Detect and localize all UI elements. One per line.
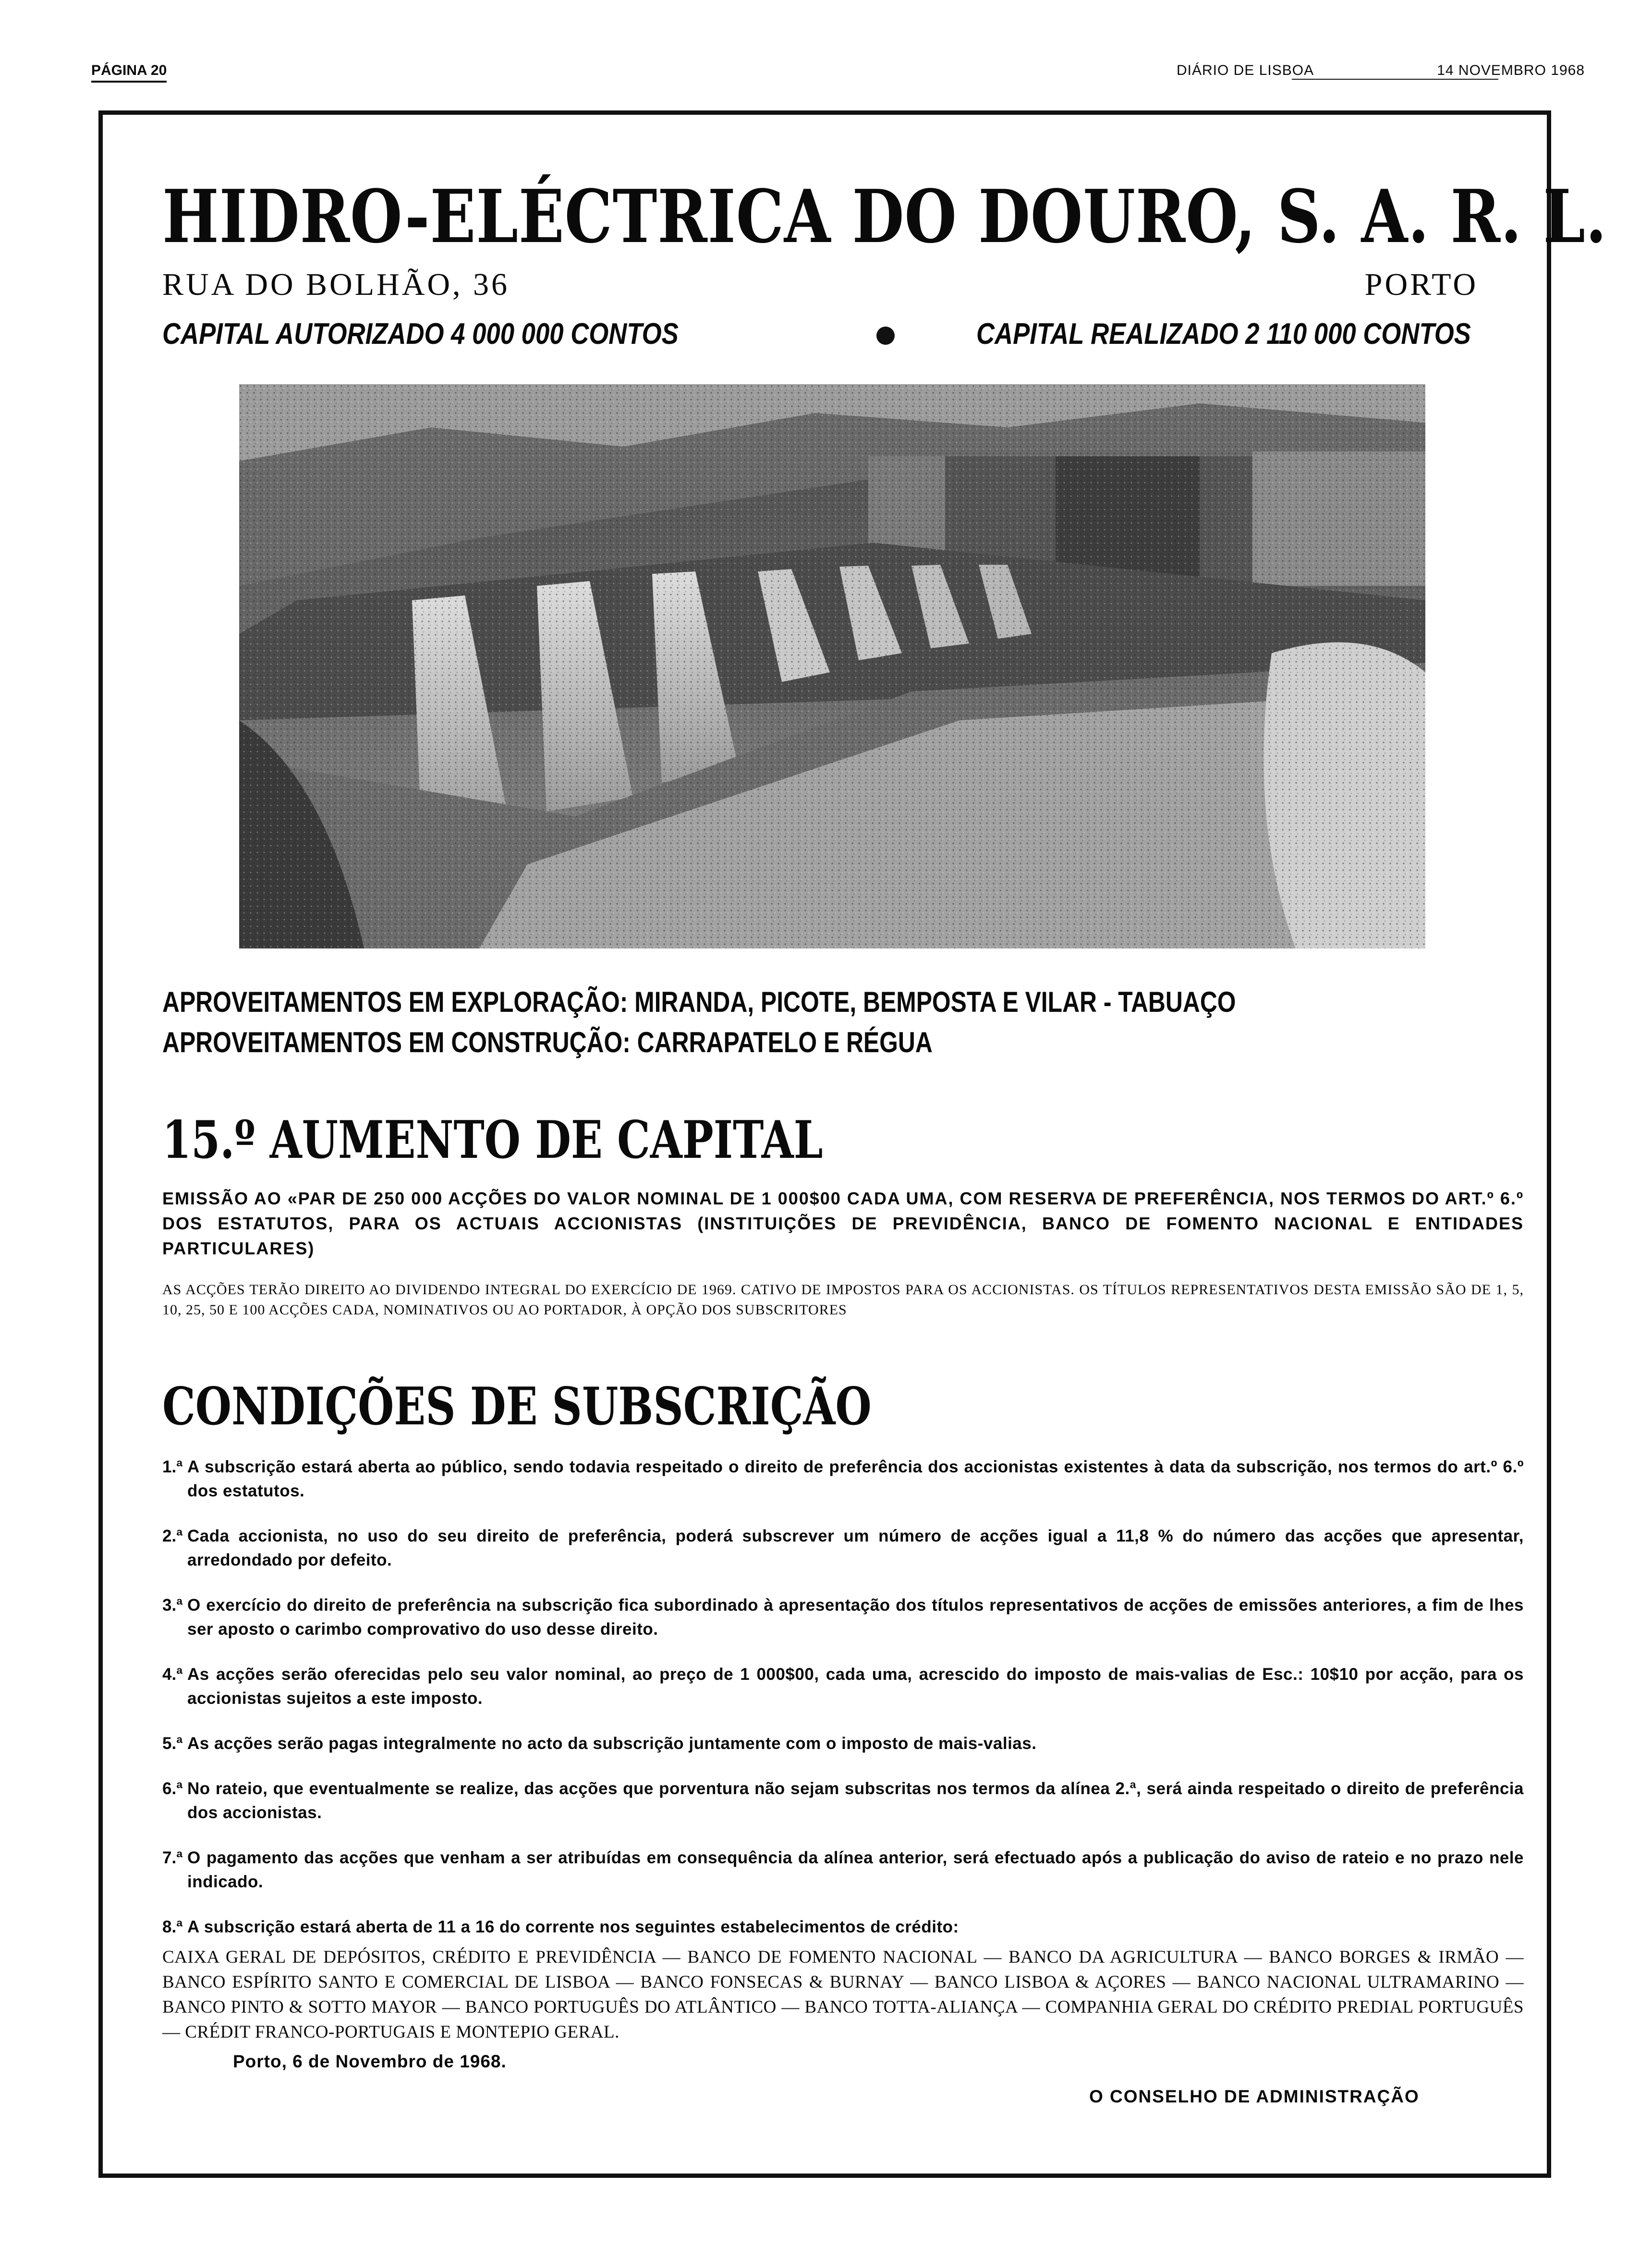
conditions-heading: CONDIÇÕES DE SUBSCRIÇÃO [162, 1376, 872, 1437]
city: PORTO [1364, 267, 1478, 302]
condition-text: O exercício do direito de preferência na subscrição fica subordinado à apresentação dos títulos representativos de acções de emissões anteriores, a fim de lhes ser aposto o carimbo comprovativo do uso desse direito. [187, 1596, 1524, 1639]
condition-text: Cada accionista, no uso do seu direito de preferência, poderá subscrever um número de acções igual a 11,8 % do número das acções que apresentar, arredondado por defeito. [187, 1527, 1524, 1569]
condition-number: 4.ª [162, 1665, 183, 1684]
projects-construction: APROVEITAMENTOS EM CONSTRUÇÃO: CARRAPATELO E RÉGUA [162, 1026, 933, 1058]
issue-date: 14 NOVEMBRO 1968 [1437, 62, 1585, 78]
list-item [162, 1524, 1524, 1572]
condition-number: 1.ª [162, 1457, 183, 1476]
list-item [162, 1846, 1524, 1894]
condition-number: 2.ª [162, 1527, 183, 1545]
condition-text: No rateio, que eventualmente se realize, das acções que porventura não sejam subscritas nos termos da alínea 2.ª, será ainda respeitado o direito de preferência dos accionistas. [187, 1779, 1524, 1822]
dam-photograph [239, 384, 1425, 948]
list-item [162, 1732, 1524, 1756]
condition-number: 6.ª [162, 1779, 183, 1798]
projects-operating: APROVEITAMENTOS EM EXPLORAÇÃO: MIRANDA, PICOTE, BEMPOSTA E VILAR - TABUAÇO [162, 986, 1236, 1018]
page-number: PÁGINA 20 [91, 62, 167, 83]
address-row [162, 267, 1478, 305]
list-item [162, 1593, 1524, 1641]
conditions-list [162, 1455, 1524, 1960]
bullet-icon [876, 327, 895, 345]
banks-paragraph: CAIXA GERAL DE DEPÓSITOS, CRÉDITO E PREVIDÊNCIA — BANCO DE FOMENTO NACIONAL — BANCO DA AGRICULTURA — BANCO BORGES & IRMÃO — BANCO ESPÍRITO SANTO E COMERCIAL DE LISBOA — BANCO FONSECAS & BURNAY — BANCO LISBOA & AÇORES — BANCO NACIONAL ULTRAMARINO — BANCO PINTO & SOTTO MAYOR — BANCO PORTUGUÊS DO ATLÂNTICO — BANCO TOTTA-ALIANÇA — COMPANHIA GERAL DO CRÉDITO PREDIAL PORTUGUÊS — CRÉDIT FRANCO-PORTUGAIS E MONTEPIO GERAL. [162, 1947, 1524, 2042]
capital-authorized: CAPITAL AUTORIZADO 4 000 000 CONTOS [162, 317, 679, 351]
list-item [162, 1915, 1524, 1939]
capital-realized: CAPITAL REALIZADO 2 110 000 CONTOS [976, 317, 1471, 351]
list-item [162, 1455, 1524, 1503]
condition-number: 8.ª [162, 1918, 183, 1936]
list-item [162, 1663, 1524, 1711]
place-and-date: Porto, 6 de Novembro de 1968. [233, 2052, 507, 2071]
signature-line: O CONSELHO DE ADMINISTRAÇÃO [1089, 2087, 1420, 2106]
condition-text: A subscrição estará aberta de 11 a 16 do corrente nos seguintes estabelecimentos de crédito: [187, 1918, 959, 1936]
company-name: HIDRO-ELÉCTRICA DO DOURO, S. A. R. L. [162, 173, 1607, 259]
condition-text: A subscrição estará aberta ao público, sendo todavia respeitado o direito de preferência dos accionistas existentes à data da subscrição, nos termos do art.º 6.º dos estatutos. [187, 1457, 1524, 1500]
page-header [91, 62, 1585, 91]
condition-text: As acções serão oferecidas pelo seu valor nominal, ao preço de 1 000$00, cada uma, acrescido do imposto de mais-valias de Esc.: 10$10 por acção, para os accionistas sujeitos a este imposto. [187, 1665, 1524, 1708]
emission-paragraph: EMISSÃO AO «PAR DE 250 000 ACÇÕES DO VALOR NOMINAL DE 1 000$00 CADA UMA, COM RESERVA DE PREFERÊNCIA, NOS TERMOS DO ART.º 6.º DOS ESTATUTOS, PARA OS ACTUAIS ACCIONISTAS (INSTITUIÇÕES DE PREVIDÊNCIA, BANCO DE FOMENTO NACIONAL E ENTIDADES PARTICULARES) [162, 1189, 1524, 1258]
street-address: RUA DO BOLHÃO, 36 [162, 267, 510, 302]
condition-text: As acções serão pagas integralmente no acto da subscrição juntamente com o imposto de mais-valias. [187, 1734, 1037, 1753]
projects-block [162, 982, 1507, 1063]
dividend-paragraph: AS ACÇÕES TERÃO DIREITO AO DIVIDENDO INTEGRAL DO EXERCÍCIO DE 1969. CATIVO DE IMPOSTOS PARA OS ACCIONISTAS. OS TÍTULOS REPRESENTATIVOS DESTA EMISSÃO SÃO DE 1, 5, 10, 25, 50 E 100 ACÇÕES CADA, NOMINATIVOS OU AO PORTADOR, À OPÇÃO DOS SUBSCRITORES [162, 1282, 1524, 1318]
condition-number: 5.ª [162, 1734, 183, 1753]
condition-number: 7.ª [162, 1848, 183, 1867]
list-item [162, 1777, 1524, 1825]
condition-number: 3.ª [162, 1596, 183, 1615]
header-rule [1292, 79, 1498, 80]
capital-increase-heading: 15.º AUMENTO DE CAPITAL [162, 1110, 823, 1170]
capital-row [162, 317, 1512, 355]
condition-text: O pagamento das acções que venham a ser atribuídas em consequência da alínea anterior, será efectuado após a publicação do aviso de rateio e no prazo nele indicado. [187, 1848, 1524, 1891]
newspaper-name: DIÁRIO DE LISBOA [1177, 62, 1314, 78]
dam-illustration [239, 384, 1425, 948]
